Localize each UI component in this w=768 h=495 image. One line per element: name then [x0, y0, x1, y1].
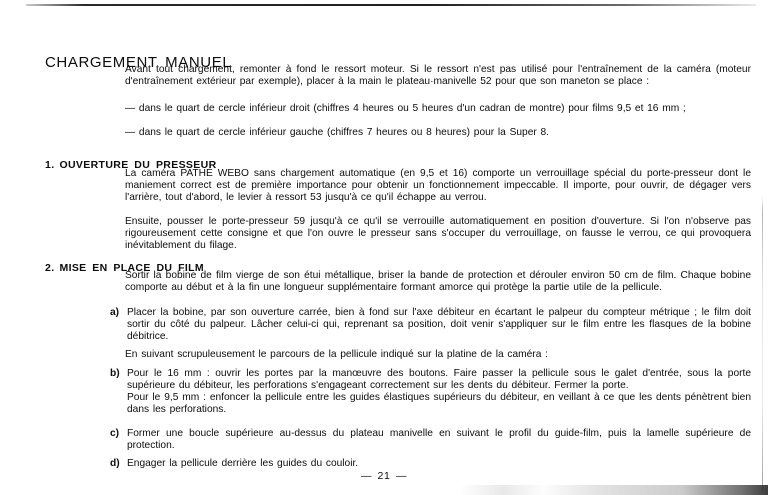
intro-bullet-1-block [125, 103, 768, 115]
intro-paragraph: Avant tout chargement, remonter à fond le ressort moteur. Si le ressort n'est pas utilisé pour l'entraînement de la caméra (moteur d'entraînement extérieur par exemple), placer à la main le plateau·manivelle 52 pour que son maneton se place : [125, 64, 751, 87]
section-2-paragraph-1: Sortir la bobine de film vierge de son étui métallique, briser la bande de protection et dérouler environ 50 cm de film. Chaque bobine comporte au début et à la fin une longueur supplémentaire formant amorce qui protège la partie utile de la pellicule. [125, 270, 751, 293]
section-2-paragraph-1-block [125, 270, 768, 294]
page-title: CHARGEMENT MANUEL [45, 54, 232, 72]
section-1-title: OUVERTURE DU PRESSEUR [59, 158, 217, 171]
list-item [110, 458, 768, 470]
section-1-paragraph-1: La caméra PATHÉ WEBO sans chargement automatique (en 9,5 et 16) comporte un verrouillage spécial du porte-presseur dont le maniement correct est de première importance pour obtenir un fonctionnement impeccable. Il importe, pour ouvrir, de dégager vers l'arrière, tout d'abord, le levier à ressort 53 jusqu'à ce qu'il échappe au verrou. [125, 168, 751, 203]
page-number: — 21 — [360, 470, 408, 482]
section-2-title: MISE EN PLACE DU FILM [59, 261, 204, 274]
intro-bullet-1: — dans le quart de cercle inférieur droit (chiffres 4 heures ou 5 heures d'un cadran de montre) pour films 9,5 et 16 mm ; [125, 103, 686, 114]
list-item-b-text: Pour le 16 mm : ouvrir les portes par la manœuvre des boutons. Faire passer la pellicule sous le galet d'entrée, sous la porte supérieure du débiteur, les perforations s'engageant correctement sur les dents du débiteur. Fermer la porte. [127, 368, 751, 391]
intro-bullet-2: — dans le quart de cercle inférieur gauche (chiffres 7 heures ou 8 heures) pour la Super 8. [125, 127, 549, 138]
intro-paragraph-block [125, 64, 768, 88]
scan-top-edge-artifact [26, 4, 756, 6]
intro-bullet-2-block [125, 127, 768, 139]
section-2-interstitial: En suivant scrupuleusement le parcours de la pellicule indiqué sur la platine de la caméra : [125, 349, 548, 360]
list-item [110, 307, 768, 343]
list-marker-a: a) [110, 307, 120, 318]
section-1-paragraph-2: Ensuite, pousser le porte-presseur 59 jusqu'à ce qu'il se verrouille automatiquement en position d'ouverture. Si l'on n'observe pas rigoureusement cette consigne et que l'on ouvre le presseur sans s'occuper du verrouillage, on fausse le verrou, ce qui provoquera inévitablement du filage. [125, 216, 751, 251]
list-item-c-text: Former une boucle supérieure au-dessus du plateau manivelle en suivant le profil du guide-film, puis la lamelle supérieure de protection. [127, 428, 751, 451]
scan-bottom-smudge-artifact [460, 485, 768, 495]
list-marker-d: d) [110, 458, 120, 469]
list-marker-c: c) [110, 428, 120, 439]
list-item-a-text: Placer la bobine, par son ouverture carrée, bien à fond sur l'axe débiteur en écartant le palpeur du compteur métrique ; le film doit sortir du côté du palpeur. Lâcher celui-ci qui, reprenant sa position, doit venir s'appliquer sur le film entre les flasques de la bobine débitrice. [127, 307, 751, 342]
section-1-number: 1. [45, 158, 55, 171]
list-item [110, 368, 768, 416]
list-marker-b: b) [110, 368, 120, 379]
section-2-number: 2. [45, 261, 55, 274]
list-item-b-text-2: Pour le 9,5 mm : enfoncer la pellicule entre les guides élastiques supérieurs du débiteur, en veillant à ce que les dents pénètrent bien dans les perforations. [127, 392, 751, 415]
section-1-paragraph-2-block [125, 216, 768, 252]
list-item-d-text: Engager la pellicule derrière les guides du couloir. [127, 458, 359, 469]
section-2-interstitial-block [125, 349, 768, 361]
section-1-paragraph-1-block [125, 168, 768, 204]
list-item [110, 428, 768, 452]
